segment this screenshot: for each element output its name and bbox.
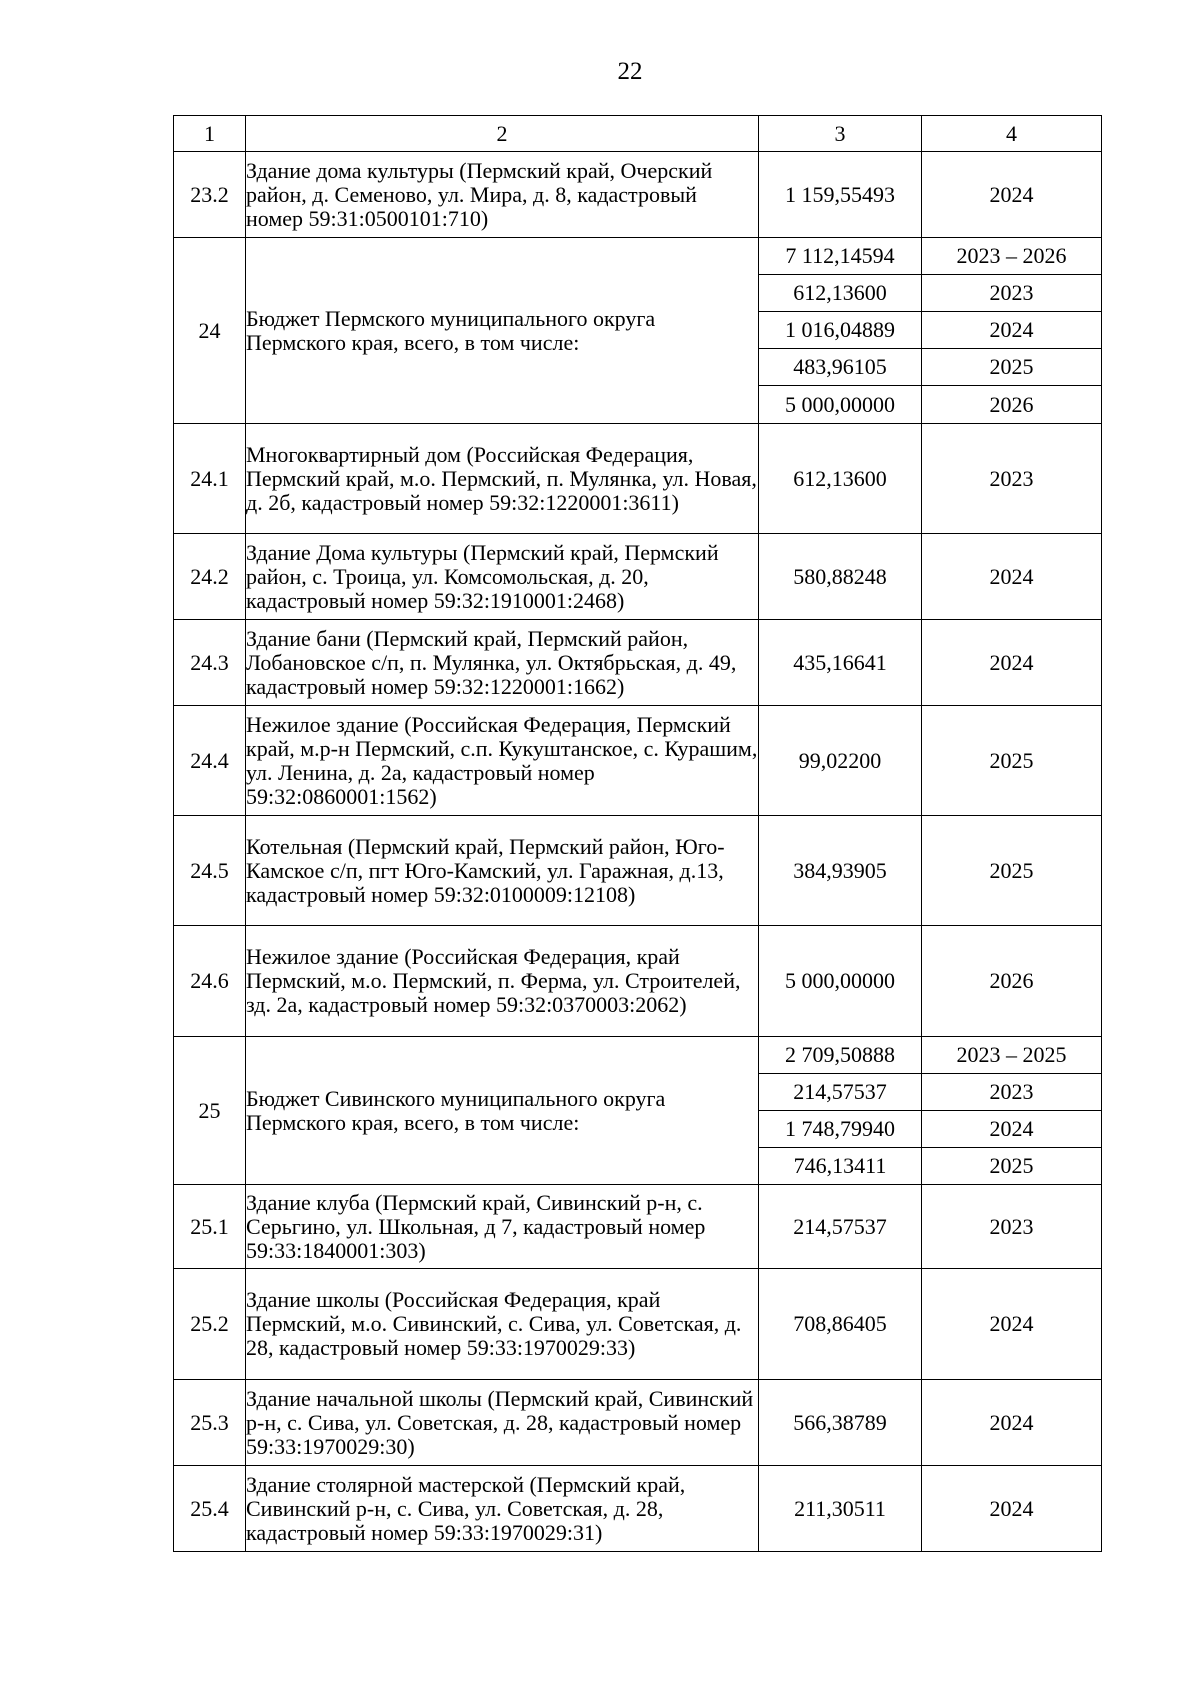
row-description: Нежилое здание (Российская Федерация, край Пермский, м.о. Пермский, п. Ферма, ул. Строителей, зд. 2а, кадастровый номер 59:32:0370003:2062) xyxy=(246,926,759,1037)
row-description: Бюджет Пермского муниципального округа Пермского края, всего, в том числе: xyxy=(246,238,759,424)
table-row xyxy=(174,534,1102,620)
row-year: 2024 xyxy=(922,1111,1102,1148)
row-description: Нежилое здание (Российская Федерация, Пермский край, м.р-н Пермский, с.п. Кукуштанское, с. Курашим, ул. Ленина, д. 2а, кадастровый номер 59:32:0860001:1562) xyxy=(246,706,759,816)
table-row xyxy=(174,1269,1102,1380)
row-description: Здание школы (Российская Федерация, край Пермский, м.о. Сивинский, с. Сива, ул. Советская, д. 28, кадастровый номер 59:33:1970029:33) xyxy=(246,1269,759,1380)
table-row xyxy=(174,1037,1102,1074)
table-row xyxy=(174,1380,1102,1466)
row-year: 2023 – 2025 xyxy=(922,1037,1102,1074)
row-amount: 5 000,00000 xyxy=(759,926,922,1037)
row-amount: 1 748,79940 xyxy=(759,1111,922,1148)
header-col-3: 3 xyxy=(759,116,922,152)
header-col-1: 1 xyxy=(174,116,246,152)
row-year: 2025 xyxy=(922,816,1102,926)
row-amount: 211,30511 xyxy=(759,1466,922,1552)
page-number: 22 xyxy=(617,58,643,85)
row-amount: 99,02200 xyxy=(759,706,922,816)
row-description: Здание начальной школы (Пермский край, Сивинский р-н, с. Сива, ул. Советская, д. 28, кадастровый номер 59:33:1970029:30) xyxy=(246,1380,759,1466)
row-amount: 2 709,50888 xyxy=(759,1037,922,1074)
row-number: 24 xyxy=(174,238,246,424)
row-year: 2024 xyxy=(922,620,1102,706)
row-year: 2024 xyxy=(922,152,1102,238)
row-description: Здание клуба (Пермский край, Сивинский р-н, с. Серьгино, ул. Школьная, д 7, кадастровый номер 59:33:1840001:303) xyxy=(246,1185,759,1269)
table-row xyxy=(174,926,1102,1037)
row-number: 23.2 xyxy=(174,152,246,238)
row-amount: 5 000,00000 xyxy=(759,386,922,424)
table-row xyxy=(174,424,1102,534)
row-year: 2023 xyxy=(922,1185,1102,1269)
row-year: 2025 xyxy=(922,706,1102,816)
table-row xyxy=(174,1185,1102,1269)
row-description: Здание дома культуры (Пермский край, Очерский район, д. Семеново, ул. Мира, д. 8, кадастровый номер 59:31:0500101:710) xyxy=(246,152,759,238)
row-description: Здание бани (Пермский край, Пермский район, Лобановское с/п, п. Мулянка, ул. Октябрьская, д. 49, кадастровый номер 59:32:1220001:1662) xyxy=(246,620,759,706)
row-number: 24.6 xyxy=(174,926,246,1037)
row-amount: 580,88248 xyxy=(759,534,922,620)
table-row xyxy=(174,152,1102,238)
row-number: 25 xyxy=(174,1037,246,1185)
row-amount: 7 112,14594 xyxy=(759,238,922,275)
row-number: 24.2 xyxy=(174,534,246,620)
row-amount: 1 016,04889 xyxy=(759,312,922,349)
row-year: 2023 xyxy=(922,1074,1102,1111)
table-row xyxy=(174,706,1102,816)
row-number: 25.1 xyxy=(174,1185,246,1269)
row-number: 24.4 xyxy=(174,706,246,816)
row-amount: 214,57537 xyxy=(759,1074,922,1111)
row-year: 2024 xyxy=(922,1380,1102,1466)
funding-table xyxy=(173,115,1102,1552)
row-number: 24.5 xyxy=(174,816,246,926)
row-number: 25.4 xyxy=(174,1466,246,1552)
row-year: 2023 – 2026 xyxy=(922,238,1102,275)
row-year: 2026 xyxy=(922,386,1102,424)
row-description: Многоквартирный дом (Российская Федерация, Пермский край, м.о. Пермский, п. Мулянка, ул. Новая, д. 2б, кадастровый номер 59:32:1220001:3611) xyxy=(246,424,759,534)
row-amount: 483,96105 xyxy=(759,349,922,386)
row-year: 2023 xyxy=(922,275,1102,312)
header-col-4: 4 xyxy=(922,116,1102,152)
row-amount: 746,13411 xyxy=(759,1148,922,1185)
header-col-2: 2 xyxy=(246,116,759,152)
row-amount: 612,13600 xyxy=(759,275,922,312)
row-year: 2024 xyxy=(922,312,1102,349)
row-amount: 435,16641 xyxy=(759,620,922,706)
row-year: 2025 xyxy=(922,1148,1102,1185)
row-number: 25.2 xyxy=(174,1269,246,1380)
row-year: 2024 xyxy=(922,534,1102,620)
row-description: Бюджет Сивинского муниципального округа Пермского края, всего, в том числе: xyxy=(246,1037,759,1185)
row-year: 2025 xyxy=(922,349,1102,386)
row-number: 25.3 xyxy=(174,1380,246,1466)
row-year: 2024 xyxy=(922,1466,1102,1552)
row-amount: 566,38789 xyxy=(759,1380,922,1466)
table-row xyxy=(174,620,1102,706)
header-row xyxy=(174,116,1102,152)
row-amount: 384,93905 xyxy=(759,816,922,926)
row-year: 2024 xyxy=(922,1269,1102,1380)
row-number: 24.3 xyxy=(174,620,246,706)
table-row xyxy=(174,816,1102,926)
row-description: Здание столярной мастерской (Пермский край, Сивинский р-н, с. Сива, ул. Советская, д. 28, кадастровый номер 59:33:1970029:31) xyxy=(246,1466,759,1552)
row-number: 24.1 xyxy=(174,424,246,534)
row-amount: 214,57537 xyxy=(759,1185,922,1269)
table-row xyxy=(174,238,1102,275)
row-amount: 708,86405 xyxy=(759,1269,922,1380)
row-year: 2023 xyxy=(922,424,1102,534)
row-description: Здание Дома культуры (Пермский край, Пермский район, с. Троица, ул. Комсомольская, д. 20, кадастровый номер 59:32:1910001:2468) xyxy=(246,534,759,620)
row-description: Котельная (Пермский край, Пермский район, Юго-Камское с/п, пгт Юго-Камский, ул. Гаражная, д.13, кадастровый номер 59:32:0100009:12108) xyxy=(246,816,759,926)
row-amount: 1 159,55493 xyxy=(759,152,922,238)
row-amount: 612,13600 xyxy=(759,424,922,534)
row-year: 2026 xyxy=(922,926,1102,1037)
table-row xyxy=(174,1466,1102,1552)
